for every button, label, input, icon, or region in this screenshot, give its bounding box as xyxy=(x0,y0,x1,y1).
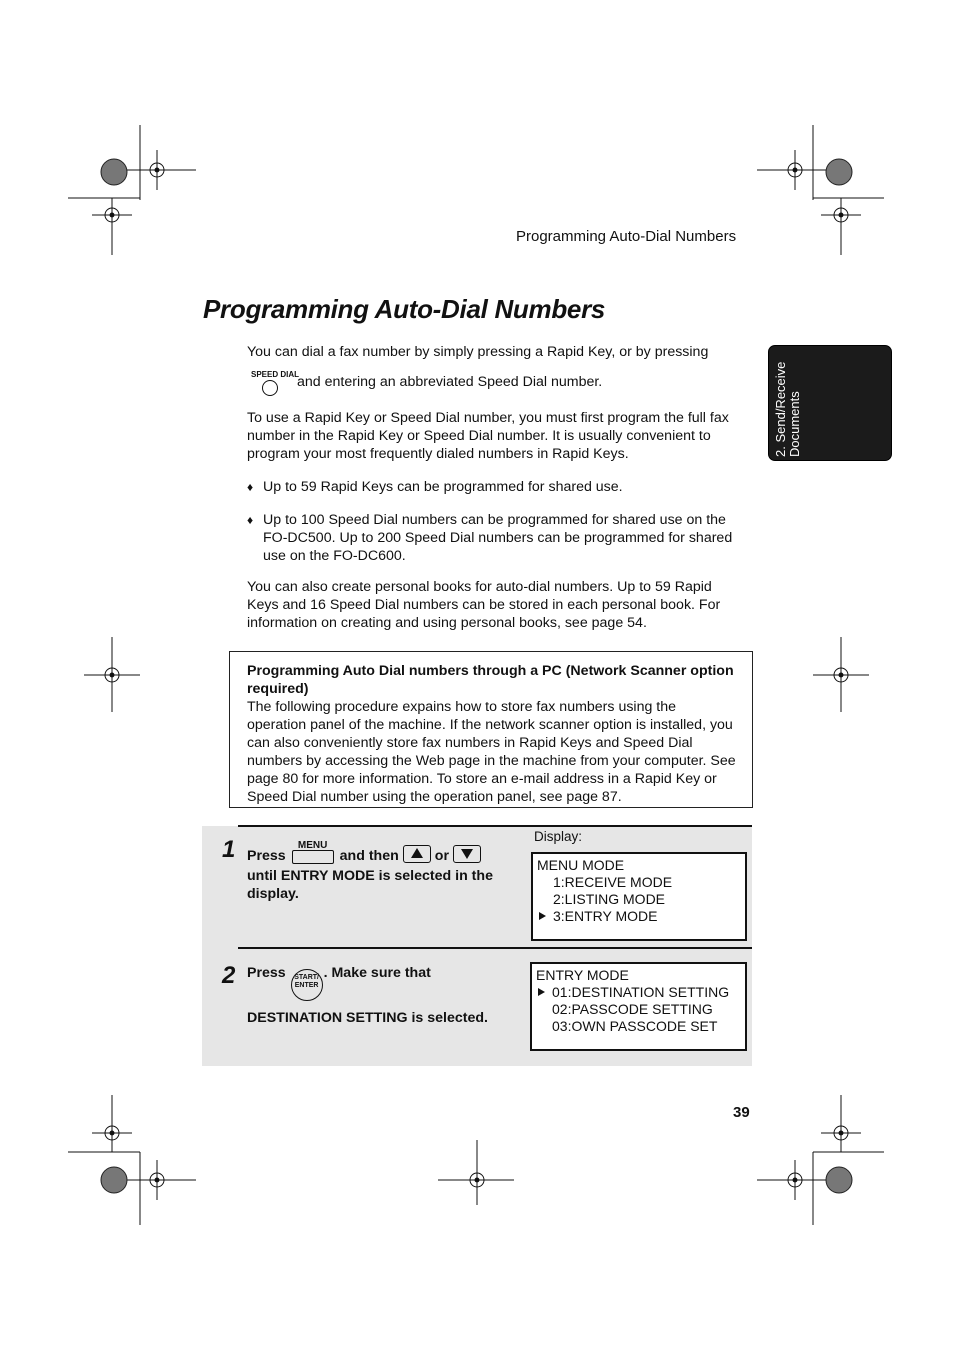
menu-key-icon: MENU xyxy=(292,850,334,864)
step-divider xyxy=(238,825,752,827)
lcd-display-entry-mode: ENTRY MODE 01:DESTINATION SETTING 02:PASSCODE SETTING 03:OWN PASSCODE SET xyxy=(530,962,747,1051)
step-divider xyxy=(238,947,752,949)
running-header: Programming Auto-Dial Numbers xyxy=(516,228,737,245)
selection-pointer-icon xyxy=(539,912,546,920)
intro-line-2: and entering an abbreviated Speed Dial number. xyxy=(297,374,603,390)
down-arrow-key-icon xyxy=(453,845,481,863)
page-number: 39 xyxy=(733,1104,750,1121)
bullet-diamond-icon: ♦ xyxy=(247,513,254,527)
intro-line-1: You can dial a fax number by simply pressing a Rapid Key, or by pressing xyxy=(247,344,709,360)
lcd-display-menu-mode: MENU MODE 1:RECEIVE MODE 2:LISTING MODE 3:ENTRY MODE xyxy=(531,852,747,941)
note-body: The following procedure expains how to store fax numbers using the operation panel of the machine. If the network scanner option is installed, you can also conveniently store fax numbers in Rapid Keys and Speed Dial numbers by accessing the Web page in the machine from your computer. See page 80 for more information. To store an e-mail address in a Rapid Key or Speed Dial number using the operation panel, see page 87. xyxy=(247,699,736,805)
paragraph-rapid-key: To use a Rapid Key or Speed Dial number, you must first program the full fax number in the Rapid Key or Speed Dial number. It is usually convenient to program your most frequently dialed numbers in Rapid Keys. xyxy=(247,410,729,462)
note-heading: Programming Auto Dial numbers through a PC (Network Scanner option required) xyxy=(247,663,734,697)
chapter-tab xyxy=(768,345,892,461)
speed-dial-key-icon xyxy=(262,380,278,396)
step-1-instructions: Press MENU and then or until ENTRY MODE is selected in the display. xyxy=(247,840,493,902)
step-number: 2 xyxy=(222,962,236,989)
chapter-tab-label: 2. Send/Receive Documents xyxy=(773,361,802,457)
step-2-instructions: Press START/ ENTER . Make sure that DESTINATION SETTING is selected. xyxy=(247,965,488,1026)
start-enter-key-icon: START/ ENTER xyxy=(291,969,323,1001)
display-label: Display: xyxy=(534,829,583,844)
bullet-diamond-icon: ♦ xyxy=(247,480,254,494)
bullet-item: ♦ Up to 100 Speed Dial numbers can be programmed for shared use on the FO-DC500. Up to 200 Speed Dial numbers can be programmed for shared use on the FO-DC600. xyxy=(247,512,733,564)
selection-pointer-icon xyxy=(538,988,545,996)
note-box xyxy=(229,651,753,808)
bullet-item: ♦ Up to 59 Rapid Keys can be programmed for shared use. xyxy=(247,479,623,495)
speed-dial-key-label: SPEED DIAL xyxy=(251,370,300,379)
step-number: 1 xyxy=(222,836,236,863)
paragraph-personal-books: You can also create personal books for auto-dial numbers. Up to 59 Rapid Keys and 16 Speed Dial numbers can be stored in each personal book. For information on creating and using personal books, see page 54. xyxy=(247,579,721,631)
page-title: Programming Auto-Dial Numbers xyxy=(203,294,606,324)
up-arrow-key-icon xyxy=(403,845,431,863)
